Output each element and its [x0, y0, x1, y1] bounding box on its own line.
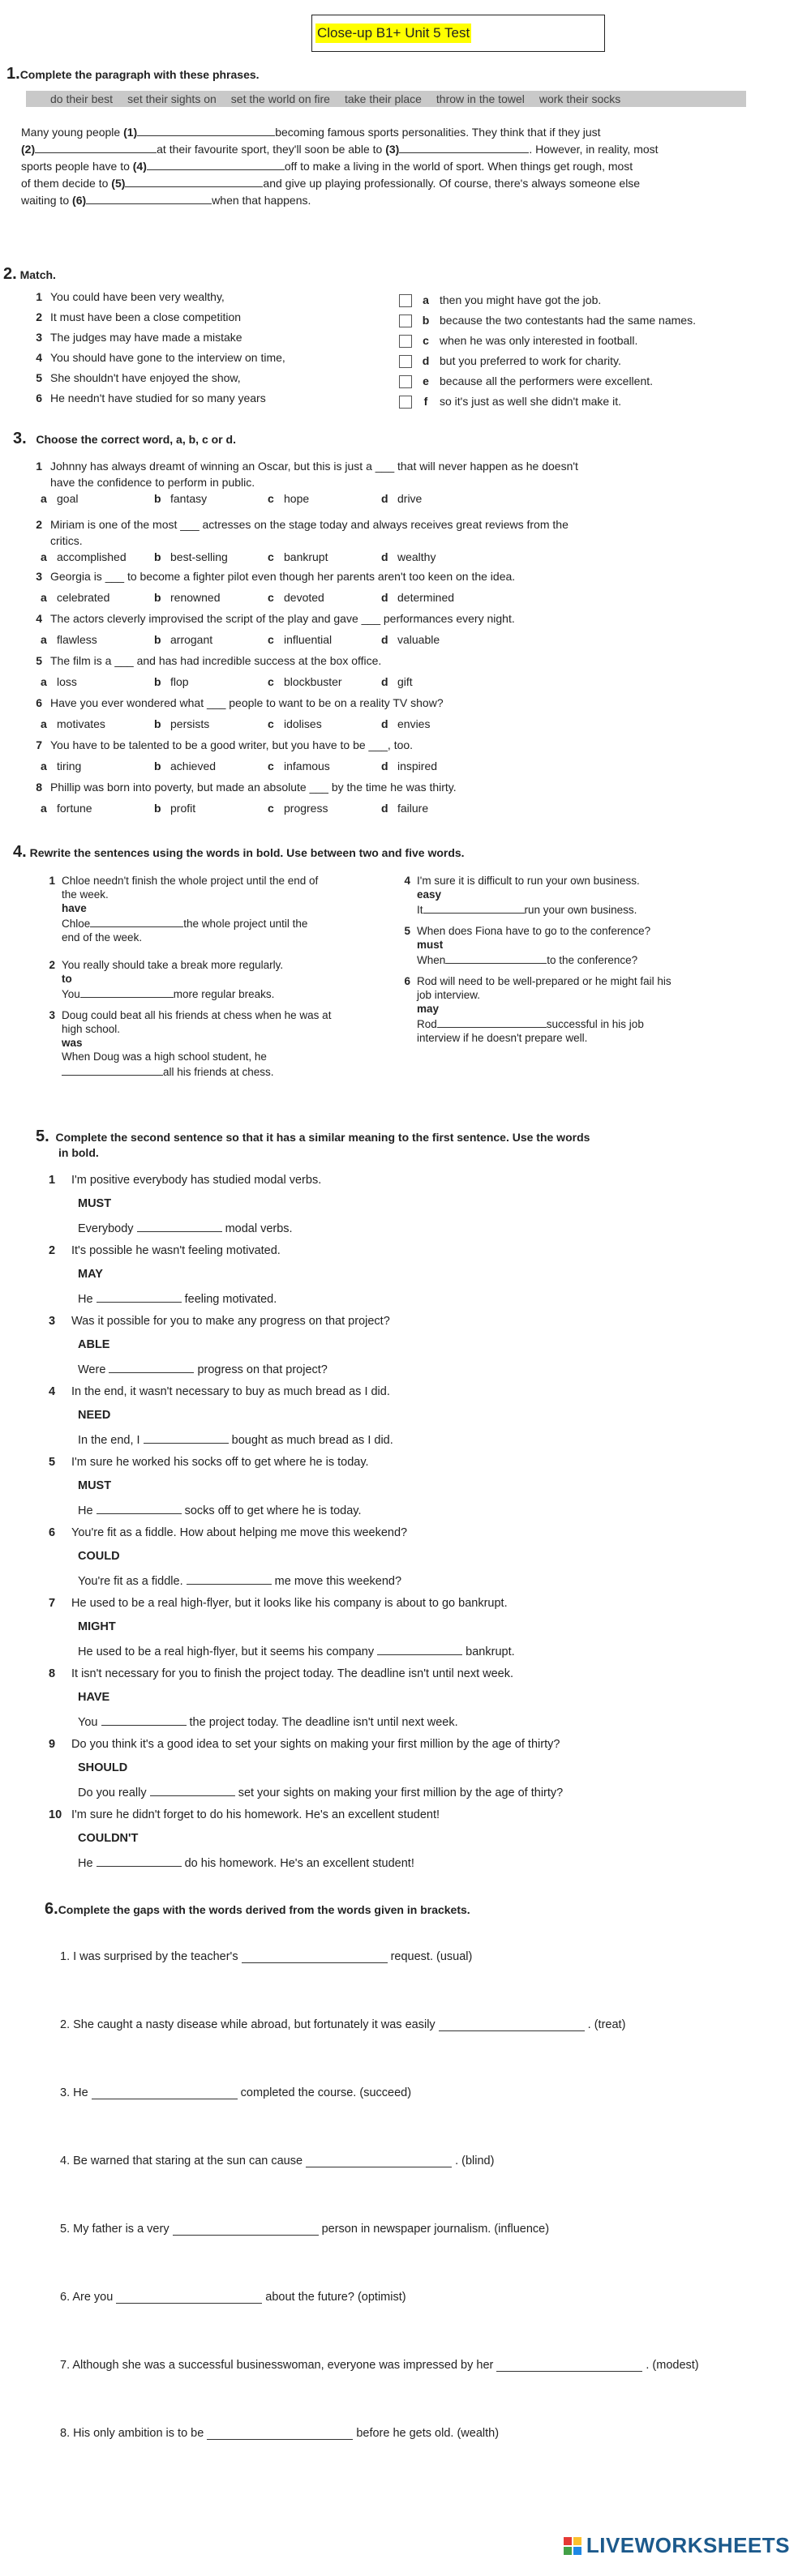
question-item: 3 Was it possible for you to make any progress on that project? ABLE Were progress on that project? — [49, 1315, 390, 1376]
question-item: 8 It isn't necessary for you to finish the project today. The deadline isn't until next week. HAVE You the project today. The deadline isn't until next week. — [49, 1667, 514, 1729]
question-item: 4 The actors cleverly improvised the script of the play and gave ___ performances every night. a flawless b arrogant c influential d valuable — [36, 612, 515, 646]
answer-box[interactable] — [399, 375, 412, 388]
answer-gap[interactable] — [377, 1643, 462, 1655]
phrase: throw in the towel — [436, 92, 525, 105]
liveworksheets-logo — [564, 2533, 790, 2558]
logo-text: LIVEWORKSHEETS — [586, 2533, 790, 2557]
phrase: work their socks — [539, 92, 621, 105]
question-item: 5. My father is a very person in newspaper journalism. (influence) — [60, 2223, 550, 2236]
rewrite-right-column — [397, 874, 738, 1045]
gap-6[interactable] — [86, 192, 212, 204]
page-title: Close-up B1+ Unit 5 Test — [315, 24, 471, 43]
answer-box[interactable] — [399, 335, 412, 348]
list-item: 1 You could have been very wealthy, — [36, 290, 225, 303]
list-item: 5 She shouldn't have enjoyed the show, — [36, 371, 241, 384]
question-item: 7 He used to be a real high-flyer, but it looks like his company is about to go bankrupt. MIGHT He used to be a real high-flyer, but it seems his company bankrupt. — [49, 1597, 515, 1658]
paragraph: Many young people (1) becoming famous sports personalities. They think that if they just (2) at their favourite sport, they'll soon be able to (3) . However, in reality, most sports people have to (4) off to make a living in the world of sport. When things get rough, most of them decide to (5) and give up playing professionally. Of course, there's always someone else waiting to (6) when that happens. — [21, 126, 659, 207]
answer-box[interactable] — [399, 294, 412, 307]
list-item: 4 You should have gone to the interview on time, — [36, 351, 285, 364]
answer-gap[interactable] — [97, 1855, 182, 1867]
question-item: 4. Be warned that staring at the sun can cause . (blind) — [60, 2155, 495, 2167]
gap-4[interactable] — [147, 158, 285, 170]
answer-box[interactable] — [399, 396, 412, 409]
answer-gap[interactable] — [101, 1714, 187, 1726]
section-number: 1. — [6, 65, 20, 83]
answer-gap[interactable] — [80, 986, 174, 998]
question-item: 6 Have you ever wondered what ___ people to want to be on a reality TV show? a motivates b persists c idolises d envies — [36, 696, 444, 730]
question-item: 3 Doug could beat all his friends at chess when he was at high school. was When Doug was a high school student, he all his friends at chess. — [49, 1009, 332, 1078]
answer-gap[interactable] — [187, 1573, 272, 1585]
answer-gap[interactable] — [439, 2018, 585, 2031]
question-item: 3. He completed the course. (succeed) — [60, 2086, 412, 2099]
phrase: set the world on fire — [230, 92, 330, 105]
section-5-heading: 5. Complete the second sentence so that it has a similar meaning to the first sentence. Use the words in bold. — [36, 1128, 590, 1159]
question-item: 5 I'm sure he worked his socks off to get where he is today. MUST He socks off to get where he is today. — [49, 1456, 369, 1517]
answer-gap[interactable] — [242, 1949, 388, 1963]
question-item: 6 You're fit as a fiddle. How about helping me move this weekend? COULD You're fit as a fiddle. me move this weekend? — [49, 1526, 408, 1588]
section-6-heading: 6.Complete the gaps with the words derived from the words given in brackets. — [45, 1900, 470, 1918]
answer-gap[interactable] — [97, 1502, 182, 1514]
list-item: 3 The judges may have made a mistake — [36, 331, 242, 344]
section-2-heading: 2. Match. — [3, 265, 56, 283]
answer-gap[interactable] — [144, 1431, 229, 1444]
answer-gap[interactable] — [496, 2358, 642, 2372]
question-item: 7. Although she was a successful businesswoman, everyone was impressed by her . (modest) — [60, 2359, 699, 2372]
question-item: 6 Rod will need to be well-prepared or he might fail his job interview. may Rod successful in his job interview if he doesn't prepare well. — [404, 975, 672, 1044]
answer-gap[interactable] — [306, 2154, 452, 2167]
answer-gap[interactable] — [137, 1220, 222, 1232]
gap-3[interactable] — [399, 141, 529, 153]
rewrite-left-column — [42, 874, 383, 1079]
answer-gap[interactable] — [207, 2426, 353, 2440]
gap-2[interactable] — [35, 141, 157, 153]
answer-gap[interactable] — [423, 901, 525, 914]
section-1-heading — [6, 65, 260, 83]
answer-gap[interactable] — [97, 1290, 182, 1303]
phrase-bank — [26, 91, 746, 107]
match-left-list — [24, 289, 365, 410]
question-item: 2. She caught a nasty disease while abroad, but fortunately it was easily . (treat) — [60, 2018, 626, 2031]
question-item: 9 Do you think it's a good idea to set your sights on making your first million by the age of thirty? SHOULD Do you really set your sights on making your first million by the age of thirty? — [49, 1738, 564, 1799]
answer-box[interactable] — [399, 355, 412, 368]
transformation-list — [49, 1173, 762, 1878]
question-item: 1 Johnny has always dreamt of winning an Oscar, but this is just a ___ that will never happen as he doesn't have the confidence to perform in public. a goal b fantasy c hope d drive — [36, 460, 578, 505]
question-item: 4 In the end, it wasn't necessary to buy as much bread as I did. NEED In the end, I bought as much bread as I did. — [49, 1385, 393, 1447]
answer-gap[interactable] — [116, 2290, 262, 2304]
question-item: 7 You have to be talented to be a good writer, but you have to be ___, too. a tiring b achieved c infamous d inspired — [36, 738, 438, 772]
question-item: 2 It's possible he wasn't feeling motivated. MAY He feeling motivated. — [49, 1244, 281, 1306]
question-item: 5 When does Fiona have to go to the conference? must When to the conference? — [404, 925, 651, 966]
answer-gap[interactable] — [90, 915, 183, 927]
multiple-choice-list — [24, 458, 673, 821]
question-item: 3 Georgia is ___ to become a fighter pilot even though her parents aren't too keen on the idea. a celebrated b renowned c devoted d determined — [36, 570, 516, 604]
answer-gap[interactable] — [437, 1016, 547, 1028]
question-item: 5 The film is a ___ and has had incredible success at the box office. a loss b flop c blockbuster d gift — [36, 654, 413, 688]
title-box — [311, 15, 605, 52]
question-item: 1 I'm positive everybody has studied modal verbs. MUST Everybody modal verbs. — [49, 1174, 322, 1235]
section-instruction: Complete the paragraph with these phrases. — [19, 68, 260, 81]
word-formation-list — [60, 1949, 774, 2494]
answer-gap[interactable] — [173, 2222, 319, 2236]
list-item: 2 It must have been a close competition — [36, 310, 242, 323]
gap-1[interactable] — [137, 124, 275, 136]
answer-gap[interactable] — [445, 952, 547, 964]
question-item: 2 You really should take a break more regularly. to You more regular breaks. — [49, 959, 284, 1000]
section-4-heading: 4. Rewrite the sentences using the words in bold. Use between two and five words. — [13, 843, 465, 861]
section-3-heading: 3. Choose the correct word, a, b, c or d. — [13, 430, 236, 447]
question-item: 10 I'm sure he didn't forget to do his homework. He's an excellent student! COULDN'T He do his homework. He's an excellent student! — [49, 1808, 440, 1870]
phrase: do their best — [50, 92, 114, 105]
question-item: 8. His only ambition is to be before he gets old. (wealth) — [60, 2427, 500, 2440]
match-right-list: a then you might have got the job. b because the two contestants had the same names. c when he was only interested in football. d but you preferred to work for charity. e because all the performers were excellent. f so it's just as well she didn't make it. — [399, 292, 788, 413]
question-item: 1. I was surprised by the teacher's request. (usual) — [60, 1950, 473, 1963]
question-item: 2 Miriam is one of the most ___ actresses on the stage today and always receives great reviews from the critics. a accomplished b best-selling c bankrupt d wealthy — [36, 518, 569, 563]
question-item: 8 Phillip was born into poverty, but made an absolute ___ by the time he was thirty. a fortune b profit c progress d failure — [36, 781, 457, 815]
phrase: take their place — [344, 92, 422, 105]
question-item: 1 Chloe needn't finish the whole project until the end of the week. have Chloe the whole project until the end of the week. — [49, 875, 319, 944]
answer-gap[interactable] — [150, 1784, 235, 1796]
list-item: 6 He needn't have studied for so many years — [36, 392, 266, 404]
answer-gap[interactable] — [109, 1361, 194, 1373]
question-item: 6. Are you about the future? (optimist) — [60, 2291, 406, 2304]
answer-gap[interactable] — [62, 1063, 163, 1076]
grid-logo-icon — [564, 2537, 581, 2555]
question-item: 4 I'm sure it is difficult to run your own business. easy It run your own business. — [404, 875, 640, 916]
answer-gap[interactable] — [92, 2086, 238, 2099]
gap-5[interactable] — [125, 175, 263, 187]
answer-box[interactable] — [399, 315, 412, 327]
phrase: set their sights on — [127, 92, 217, 105]
